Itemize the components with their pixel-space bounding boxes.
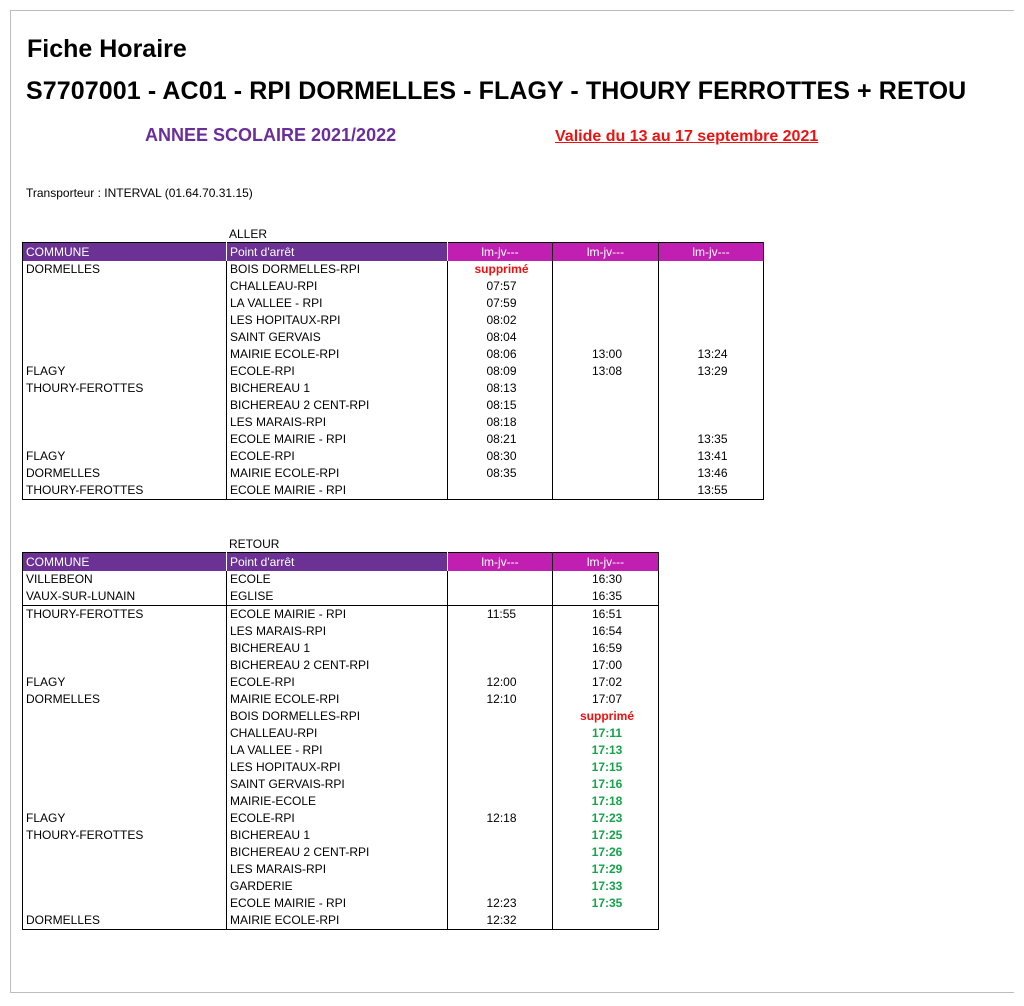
table-row	[23, 878, 659, 895]
commune-cell: FLAGY	[23, 674, 227, 691]
table-row	[23, 861, 659, 878]
time-cell: 17:13	[553, 742, 659, 759]
table-row	[23, 844, 659, 861]
stop-cell: EGLISE	[227, 588, 448, 606]
time-cell: 13:55	[659, 482, 764, 500]
stop-cell: BICHEREAU 2 CENT-RPI	[227, 657, 448, 674]
commune-cell: DORMELLES	[23, 261, 227, 278]
time-cell	[659, 397, 764, 414]
time-cell: 17:11	[553, 725, 659, 742]
carrier-info: Transporteur : INTERVAL (01.64.70.31.15)	[26, 186, 253, 200]
commune-cell	[23, 414, 227, 431]
time-cell	[448, 588, 553, 606]
time-cell: 13:41	[659, 448, 764, 465]
time-cell: 07:57	[448, 278, 553, 295]
table-row	[23, 588, 659, 606]
stop-cell: ECOLE-RPI	[227, 363, 448, 380]
stop-cell: ECOLE MAIRIE - RPI	[227, 482, 448, 500]
stop-cell: BICHEREAU 1	[227, 380, 448, 397]
time-cell	[448, 861, 553, 878]
commune-cell	[23, 844, 227, 861]
time-cell	[448, 725, 553, 742]
table-row	[23, 793, 659, 810]
table-row	[23, 810, 659, 827]
table-row	[23, 691, 659, 708]
time-cell	[553, 414, 659, 431]
school-year: ANNEE SCOLAIRE 2021/2022	[145, 125, 397, 145]
time-cell	[553, 329, 659, 346]
stop-cell: MAIRIE ECOLE-RPI	[227, 912, 448, 930]
retour-header-row	[23, 553, 659, 572]
time-cell	[448, 844, 553, 861]
stop-cell: BICHEREAU 2 CENT-RPI	[227, 844, 448, 861]
stop-cell: LES HOPITAUX-RPI	[227, 312, 448, 329]
time-cell	[553, 295, 659, 312]
commune-cell	[23, 793, 227, 810]
commune-cell	[23, 295, 227, 312]
commune-cell	[23, 278, 227, 295]
stop-cell: BICHEREAU 1	[227, 827, 448, 844]
time-cell: 08:13	[448, 380, 553, 397]
time-cell: 12:18	[448, 810, 553, 827]
commune-cell	[23, 776, 227, 793]
commune-cell: DORMELLES	[23, 691, 227, 708]
stop-cell: MAIRIE-ECOLE	[227, 793, 448, 810]
time-cell: 08:09	[448, 363, 553, 380]
commune-cell	[23, 431, 227, 448]
commune-cell: FLAGY	[23, 448, 227, 465]
commune-cell: THOURY-FEROTTES	[23, 827, 227, 844]
commune-cell: THOURY-FEROTTES	[23, 380, 227, 397]
aller-header-row	[23, 243, 764, 262]
time-cell: 13:35	[659, 431, 764, 448]
table-row	[23, 759, 659, 776]
time-cell	[553, 465, 659, 482]
table-row	[23, 465, 764, 482]
table-row	[23, 725, 659, 742]
time-cell: 08:35	[448, 465, 553, 482]
stop-cell: ECOLE MAIRIE - RPI	[227, 431, 448, 448]
time-cell: 16:54	[553, 623, 659, 640]
commune-cell	[23, 397, 227, 414]
time-cell	[659, 312, 764, 329]
line-title: S7707001 - AC01 - RPI DORMELLES - FLAGY - THOURY FERROTTES + RETOU	[26, 77, 967, 105]
commune-cell: VILLEBEON	[23, 571, 227, 588]
time-cell	[659, 278, 764, 295]
time-cell: 17:16	[553, 776, 659, 793]
commune-cell	[23, 725, 227, 742]
stop-cell: MAIRIE ECOLE-RPI	[227, 691, 448, 708]
time-cell	[659, 414, 764, 431]
stop-cell: BICHEREAU 2 CENT-RPI	[227, 397, 448, 414]
validity-notice: Valide du 13 au 17 septembre 2021	[555, 128, 819, 145]
time-cell	[659, 380, 764, 397]
time-cell: 17:18	[553, 793, 659, 810]
time-cell: 16:35	[553, 588, 659, 606]
time-cell	[448, 571, 553, 588]
commune-cell	[23, 657, 227, 674]
stop-cell: CHALLEAU-RPI	[227, 278, 448, 295]
col-time-2: lm-jv---	[553, 553, 659, 572]
stop-cell: GARDERIE	[227, 878, 448, 895]
time-cell: 17:00	[553, 657, 659, 674]
time-cell	[553, 312, 659, 329]
time-cell	[553, 912, 659, 930]
time-cell: 17:23	[553, 810, 659, 827]
time-cell: supprimé	[448, 261, 553, 278]
time-cell: 17:35	[553, 895, 659, 912]
time-cell	[448, 742, 553, 759]
time-cell: 17:15	[553, 759, 659, 776]
stop-cell: BOIS DORMELLES-RPI	[227, 261, 448, 278]
commune-cell	[23, 895, 227, 912]
stop-cell: MAIRIE ECOLE-RPI	[227, 465, 448, 482]
time-cell	[553, 397, 659, 414]
table-row	[23, 657, 659, 674]
table-row	[23, 431, 764, 448]
time-cell	[448, 708, 553, 725]
table-row	[23, 742, 659, 759]
time-cell: 12:00	[448, 674, 553, 691]
time-cell: 08:30	[448, 448, 553, 465]
commune-cell	[23, 759, 227, 776]
col-commune: COMMUNE	[23, 553, 227, 572]
time-cell: 16:51	[553, 606, 659, 624]
time-cell: 13:24	[659, 346, 764, 363]
commune-cell: FLAGY	[23, 810, 227, 827]
stop-cell: ECOLE-RPI	[227, 448, 448, 465]
time-cell: 13:08	[553, 363, 659, 380]
time-cell	[659, 295, 764, 312]
stop-cell: ECOLE MAIRIE - RPI	[227, 895, 448, 912]
col-time-2: lm-jv---	[553, 243, 659, 262]
time-cell: 13:46	[659, 465, 764, 482]
time-cell: 12:32	[448, 912, 553, 930]
table-row	[23, 623, 659, 640]
time-cell: supprimé	[553, 708, 659, 725]
stop-cell: LES HOPITAUX-RPI	[227, 759, 448, 776]
stop-cell: CHALLEAU-RPI	[227, 725, 448, 742]
commune-cell	[23, 640, 227, 657]
aller-table	[22, 242, 764, 500]
commune-cell	[23, 346, 227, 363]
stop-cell: BOIS DORMELLES-RPI	[227, 708, 448, 725]
time-cell	[553, 482, 659, 500]
time-cell	[659, 329, 764, 346]
retour-label: RETOUR	[229, 537, 280, 551]
stop-cell: LES MARAIS-RPI	[227, 414, 448, 431]
table-row	[23, 312, 764, 329]
table-row	[23, 640, 659, 657]
page-title: Fiche Horaire	[27, 35, 187, 63]
table-row	[23, 380, 764, 397]
commune-cell	[23, 878, 227, 895]
table-row	[23, 397, 764, 414]
commune-cell: DORMELLES	[23, 912, 227, 930]
stop-cell: ECOLE-RPI	[227, 810, 448, 827]
time-cell	[448, 623, 553, 640]
col-time-1: lm-jv---	[448, 243, 553, 262]
time-cell	[448, 878, 553, 895]
commune-cell: DORMELLES	[23, 465, 227, 482]
table-row	[23, 606, 659, 624]
time-cell: 17:33	[553, 878, 659, 895]
time-cell	[553, 431, 659, 448]
table-row	[23, 346, 764, 363]
table-row	[23, 912, 659, 930]
table-row	[23, 414, 764, 431]
col-time-3: lm-jv---	[659, 243, 764, 262]
time-cell	[553, 261, 659, 278]
table-row	[23, 482, 764, 500]
time-cell	[553, 380, 659, 397]
stop-cell: LES MARAIS-RPI	[227, 861, 448, 878]
commune-cell: THOURY-FEROTTES	[23, 482, 227, 500]
table-row	[23, 329, 764, 346]
table-row	[23, 776, 659, 793]
commune-cell	[23, 329, 227, 346]
stop-cell: ECOLE	[227, 571, 448, 588]
table-row	[23, 895, 659, 912]
commune-cell	[23, 623, 227, 640]
col-time-1: lm-jv---	[448, 553, 553, 572]
aller-label: ALLER	[229, 227, 268, 241]
table-row	[23, 448, 764, 465]
stop-cell: LA VALLEE - RPI	[227, 742, 448, 759]
time-cell	[448, 827, 553, 844]
time-cell: 17:29	[553, 861, 659, 878]
stop-cell: BICHEREAU 1	[227, 640, 448, 657]
stop-cell: LES MARAIS-RPI	[227, 623, 448, 640]
time-cell	[448, 759, 553, 776]
col-stop: Point d'arrêt	[227, 553, 448, 572]
time-cell: 17:02	[553, 674, 659, 691]
table-row	[23, 295, 764, 312]
stop-cell: MAIRIE ECOLE-RPI	[227, 346, 448, 363]
time-cell: 08:15	[448, 397, 553, 414]
time-cell: 17:25	[553, 827, 659, 844]
stop-cell: SAINT GERVAIS-RPI	[227, 776, 448, 793]
stop-cell: LA VALLEE - RPI	[227, 295, 448, 312]
table-row	[23, 827, 659, 844]
time-cell: 12:10	[448, 691, 553, 708]
col-stop: Point d'arrêt	[227, 243, 448, 262]
time-cell: 13:29	[659, 363, 764, 380]
time-cell: 08:18	[448, 414, 553, 431]
time-cell: 17:07	[553, 691, 659, 708]
time-cell: 11:55	[448, 606, 553, 624]
time-cell	[553, 278, 659, 295]
col-commune: COMMUNE	[23, 243, 227, 262]
commune-cell	[23, 861, 227, 878]
time-cell	[448, 640, 553, 657]
commune-cell: THOURY-FEROTTES	[23, 606, 227, 624]
time-cell: 16:30	[553, 571, 659, 588]
time-cell	[448, 482, 553, 500]
table-row	[23, 261, 764, 278]
table-row	[23, 363, 764, 380]
timetable-sheet	[10, 10, 1014, 993]
retour-table	[22, 552, 659, 930]
time-cell: 17:26	[553, 844, 659, 861]
stop-cell: ECOLE-RPI	[227, 674, 448, 691]
table-row	[23, 708, 659, 725]
time-cell: 08:02	[448, 312, 553, 329]
time-cell: 07:59	[448, 295, 553, 312]
time-cell	[448, 776, 553, 793]
time-cell	[659, 261, 764, 278]
time-cell: 08:21	[448, 431, 553, 448]
time-cell	[448, 657, 553, 674]
time-cell	[553, 448, 659, 465]
time-cell: 16:59	[553, 640, 659, 657]
stop-cell: SAINT GERVAIS	[227, 329, 448, 346]
table-row	[23, 674, 659, 691]
commune-cell: FLAGY	[23, 363, 227, 380]
commune-cell	[23, 708, 227, 725]
time-cell: 08:06	[448, 346, 553, 363]
time-cell: 08:04	[448, 329, 553, 346]
time-cell: 12:23	[448, 895, 553, 912]
time-cell: 13:00	[553, 346, 659, 363]
commune-cell	[23, 742, 227, 759]
table-row	[23, 278, 764, 295]
commune-cell: VAUX-SUR-LUNAIN	[23, 588, 227, 606]
commune-cell	[23, 312, 227, 329]
time-cell	[448, 793, 553, 810]
stop-cell: ECOLE MAIRIE - RPI	[227, 606, 448, 624]
table-row	[23, 571, 659, 588]
